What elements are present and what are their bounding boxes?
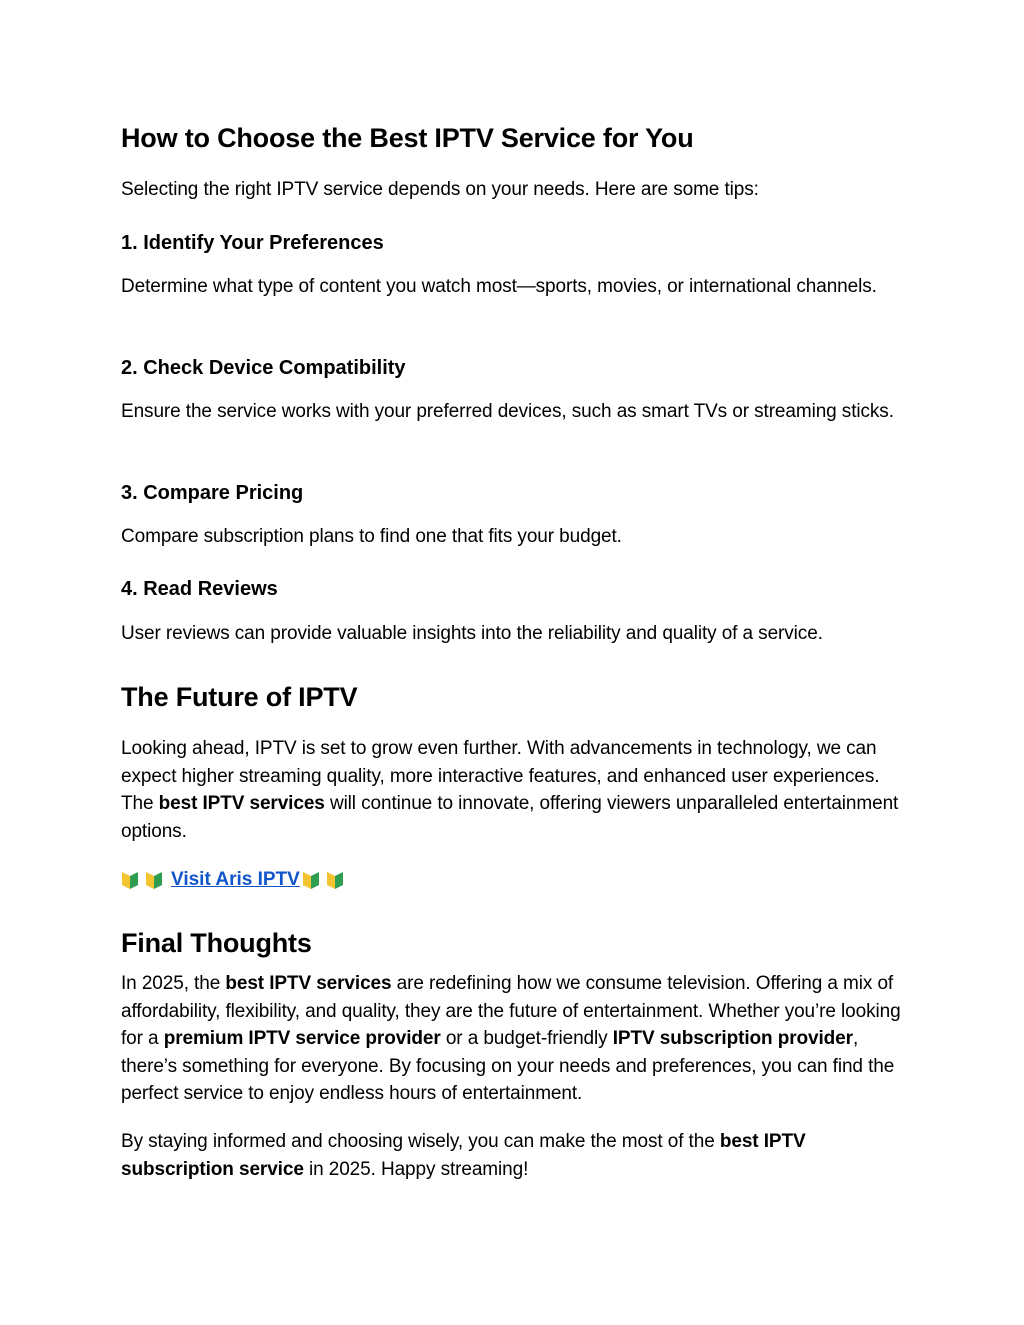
final-bold-b: best IPTV services [225, 973, 392, 994]
final-bold-f: IPTV subscription provider [612, 1028, 853, 1049]
tip-text-4: User reviews can provide valuable insights into the reliability and quality of a service. [121, 623, 823, 644]
final-paragraph-2 [121, 1128, 911, 1183]
choose-intro: Selecting the right IPTV service depends on your needs. Here are some tips: [121, 179, 759, 200]
tip-heading-1: 1. Identify Your Preferences [121, 232, 384, 254]
future-bold-1: best IPTV services [158, 793, 325, 814]
tip-text-1: Determine what type of content you watch most—sports, movies, or international channels. [121, 276, 877, 297]
final-text-g: , there’s something for everyone. By focusing on your needs and preferences, you can find the perfect service to enjoy endless hours of entertainment. [121, 1028, 895, 1104]
beginner-badge-icon [302, 870, 320, 890]
final2-bold-b: best IPTV subscription service [121, 1131, 806, 1180]
future-paragraph [121, 735, 911, 845]
future-text-1: Looking ahead, IPTV is set to grow even further. With advancements in technology, we can expect higher streaming quality, more interactive features, and enhanced user experiences. The [121, 738, 880, 814]
final2-text-c: in 2025. Happy streaming! [303, 1158, 529, 1180]
visit-aris-iptv-link[interactable]: Visit Aris IPTV [171, 869, 300, 890]
tip-text-2: Ensure the service works with your preferred devices, such as smart TVs or streaming sticks. [121, 401, 894, 422]
final-bold-d: premium IPTV service provider [163, 1028, 441, 1049]
final-text-e: or a budget-friendly [440, 1028, 613, 1049]
tip-text-3: Compare subscription plans to find one that fits your budget. [121, 526, 622, 547]
future-text-2: will continue to innovate, offering viewers unparalleled entertainment options. [121, 793, 899, 842]
section-title-choose: How to Choose the Best IPTV Service for You [121, 123, 694, 153]
tip-heading-4: 4. Read Reviews [121, 578, 278, 600]
tip-heading-3: 3. Compare Pricing [121, 482, 304, 504]
final-text-a: In 2025, the [121, 973, 226, 994]
final-paragraph-1 [121, 970, 911, 1108]
tip-heading-2: 2. Check Device Compatibility [121, 357, 406, 379]
beginner-badge-icon [326, 870, 344, 890]
visit-link-line [121, 866, 350, 893]
final2-text-a: By staying informed and choosing wisely, you can make the most of the [121, 1131, 720, 1152]
section-title-final: Final Thoughts [121, 928, 312, 958]
final-text-c: are redefining how we consume television. Offering a mix of affordability, flexibility, and quality, they are the future of entertainment. Whether you’re looking for a [121, 973, 901, 1049]
beginner-badge-icon [145, 870, 163, 890]
section-title-future: The Future of IPTV [121, 682, 358, 712]
beginner-badge-icon [121, 870, 139, 890]
